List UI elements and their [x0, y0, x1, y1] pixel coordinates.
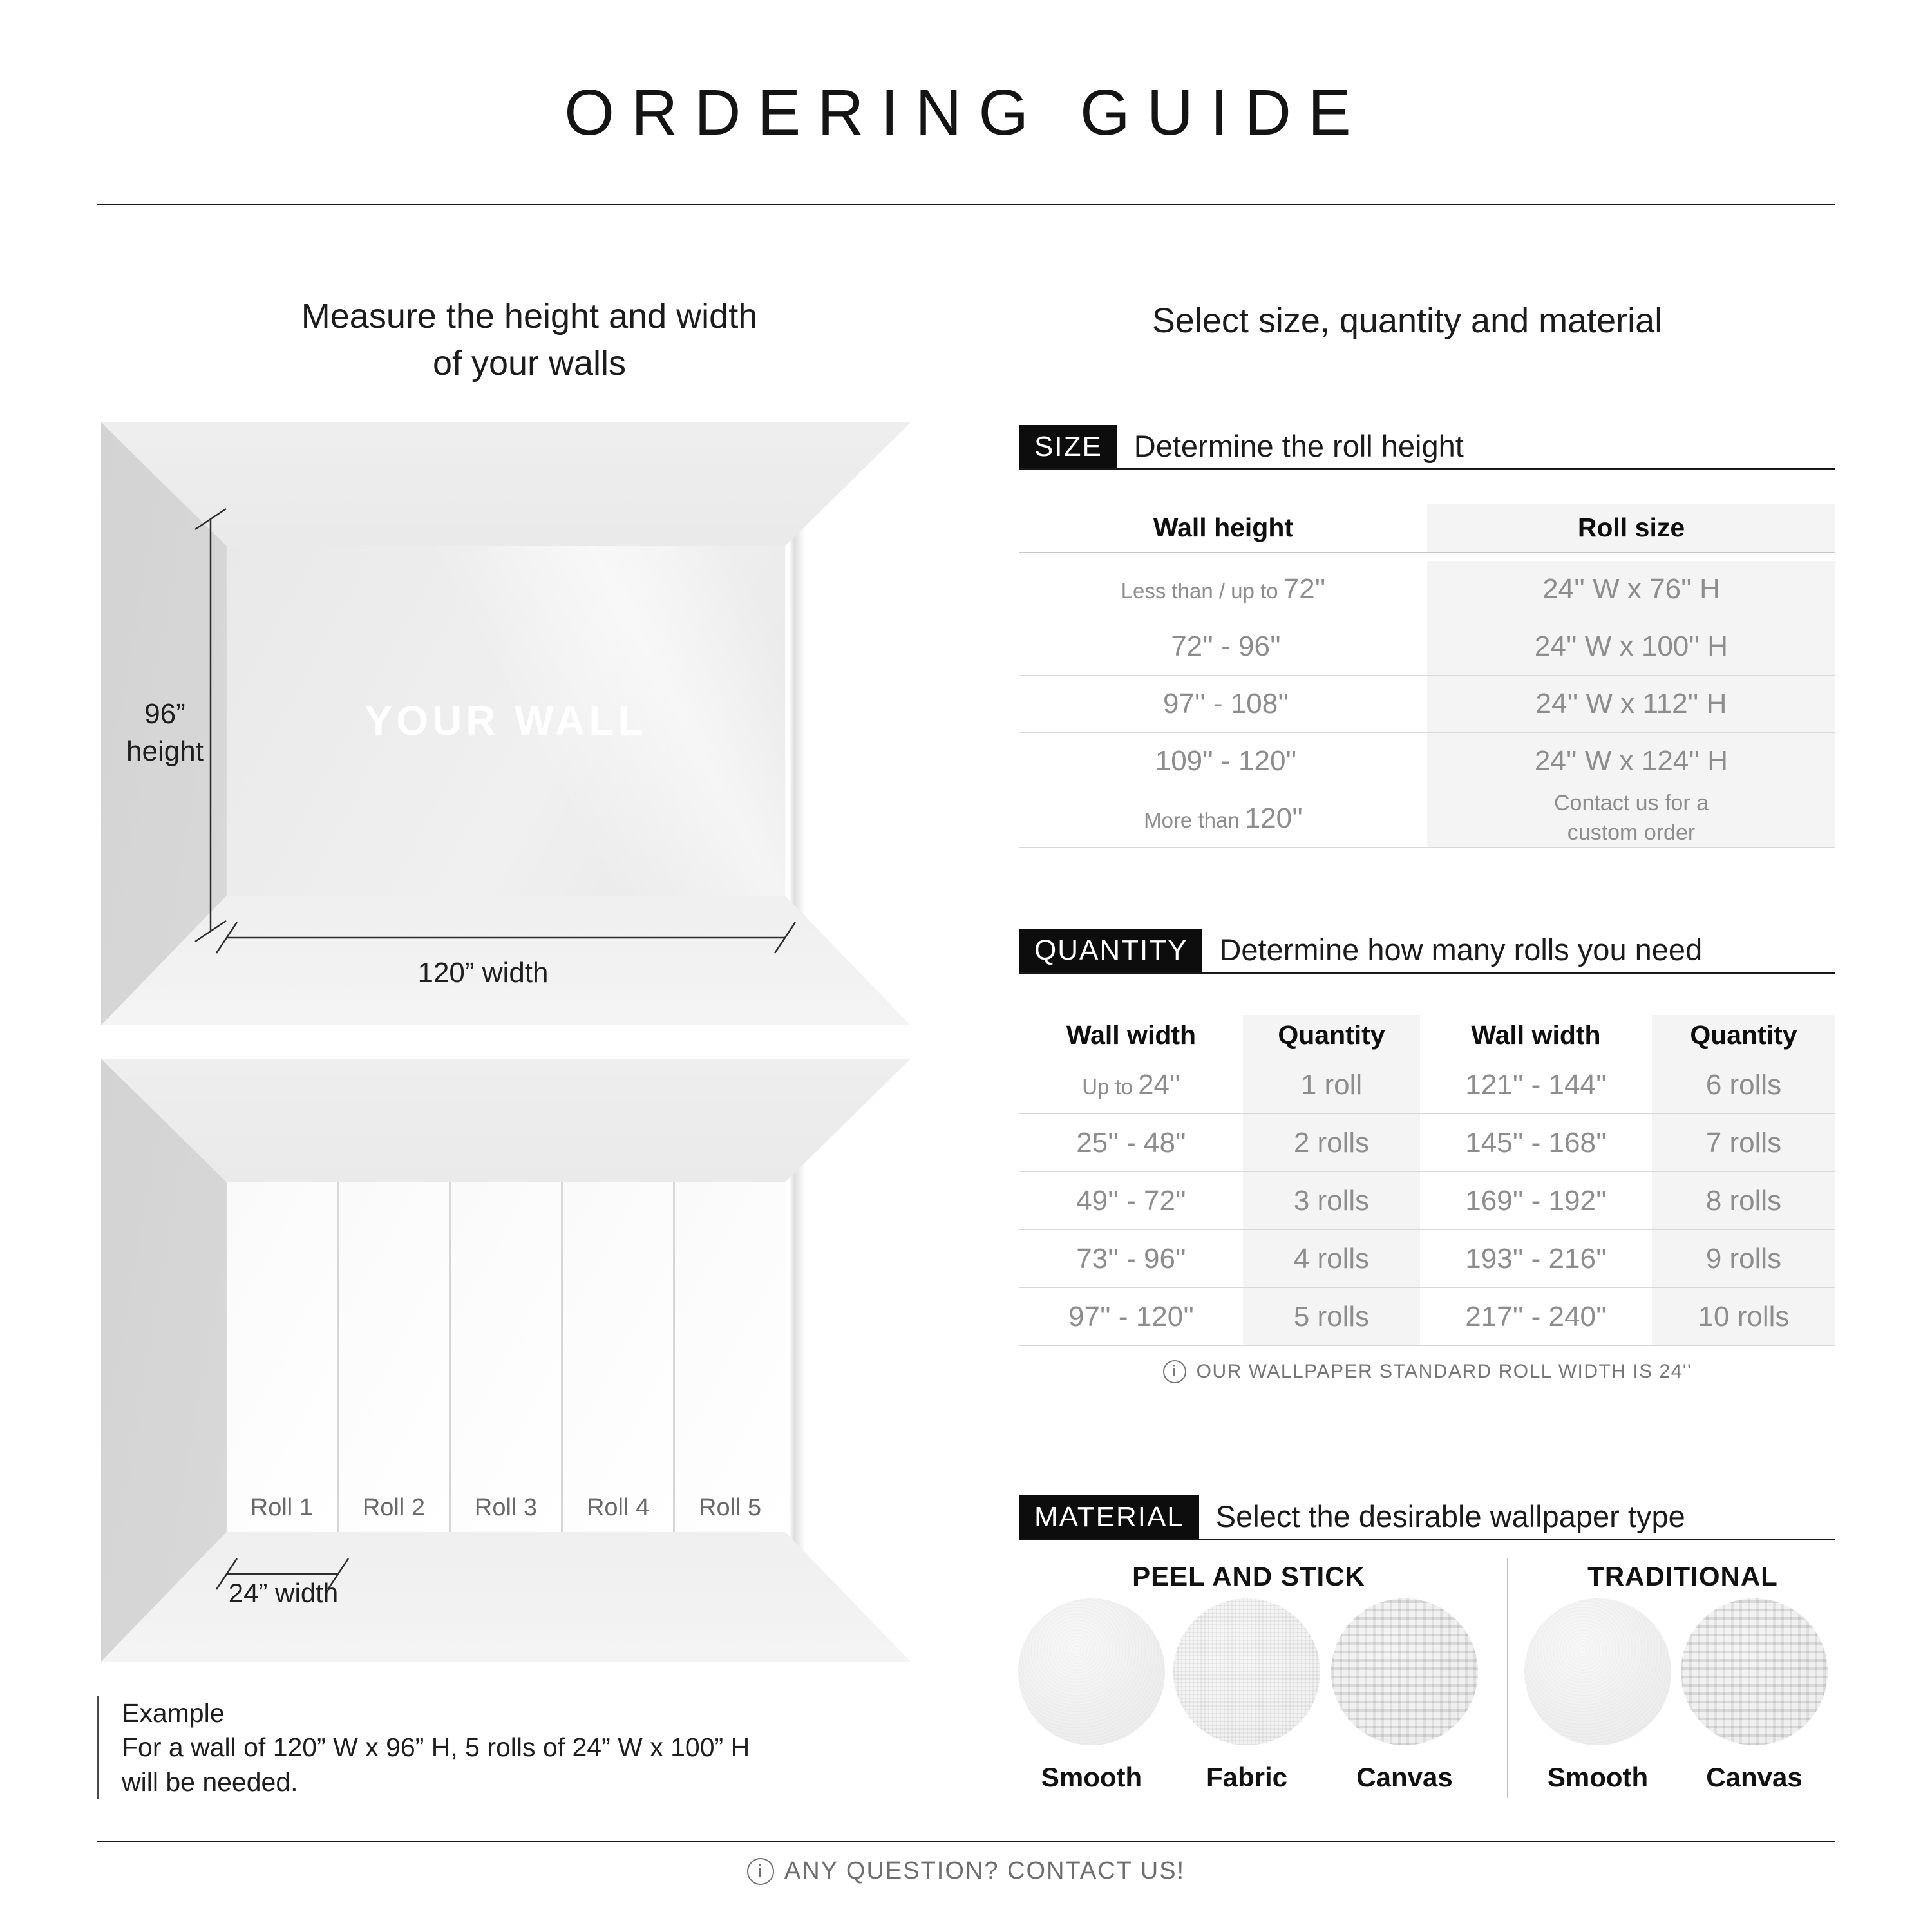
example-title: Example — [122, 1698, 225, 1728]
left-column-heading — [111, 293, 948, 387]
footer-divider — [97, 1841, 1835, 1842]
qty-cell: 145'' - 168'' — [1420, 1114, 1652, 1172]
size-col-header-wall-height: Wall height — [1019, 504, 1427, 553]
info-icon: i — [747, 1858, 774, 1885]
material-group-divider — [1507, 1558, 1508, 1798]
page-title: ORDERING GUIDE — [564, 77, 1368, 149]
swatch-canvas-peel — [1331, 1598, 1478, 1745]
qty-cell: 121'' - 144'' — [1420, 1056, 1652, 1114]
qty-cell: 1 roll — [1243, 1056, 1420, 1114]
title-divider — [97, 204, 1835, 205]
qty-cell: 6 rolls — [1652, 1056, 1835, 1114]
size-section-header — [1019, 420, 1835, 470]
size-row-roll: 24'' W x 124'' H — [1427, 733, 1835, 790]
footer-text: ANY QUESTION? CONTACT US! — [784, 1857, 1186, 1884]
size-row-roll: 24'' W x 76'' H — [1427, 561, 1835, 618]
qty-cell: 10 rolls — [1652, 1288, 1835, 1346]
qty-cell: 25'' - 48'' — [1019, 1114, 1243, 1172]
roll-panel-label: Roll 1 — [250, 1493, 313, 1521]
qty-col-header: Quantity — [1243, 1015, 1420, 1056]
quantity-subtitle: Determine how many rolls you need — [1219, 933, 1703, 967]
width-dimension-label: 120” width — [417, 957, 549, 989]
size-row-roll: 24'' W x 112'' H — [1427, 676, 1835, 733]
swatch-label: Fabric — [1206, 1762, 1288, 1792]
left-heading-line1: Measure the height and width — [301, 297, 758, 336]
size-row-wall: 97'' - 108'' — [1019, 676, 1427, 733]
swatch-smooth-traditional — [1524, 1598, 1671, 1745]
roll-panel-label: Roll 5 — [699, 1493, 762, 1521]
qty-cell: 5 rolls — [1243, 1288, 1420, 1346]
height-value: 96” — [144, 698, 185, 730]
right-column-heading: Select size, quantity and material — [1151, 301, 1663, 340]
roll-width-dimension-label: 24” width — [228, 1578, 339, 1608]
left-heading-line2: of your walls — [432, 343, 627, 383]
qty-cell: 7 rolls — [1652, 1114, 1835, 1172]
size-row-wall: 109'' - 120'' — [1019, 733, 1427, 790]
qty-cell: 217'' - 240'' — [1420, 1288, 1652, 1346]
peel-and-stick-title: PEEL AND STICK — [1132, 1561, 1365, 1591]
swatch-label: Canvas — [1706, 1762, 1803, 1792]
footer — [0, 1857, 1932, 1885]
size-row-wall: 72'' - 96'' — [1019, 618, 1427, 676]
swatch-canvas-traditional — [1681, 1598, 1828, 1745]
height-dimension-label — [105, 696, 225, 770]
size-badge: SIZE — [1019, 425, 1117, 468]
qty-col-header: Wall width — [1019, 1015, 1243, 1056]
qty-cell: 2 rolls — [1243, 1114, 1420, 1172]
qty-cell: 97'' - 120'' — [1019, 1288, 1243, 1346]
swatch-fabric-peel — [1173, 1598, 1320, 1745]
roll-panel-label: Roll 2 — [362, 1493, 425, 1521]
swatch-label: Canvas — [1356, 1762, 1453, 1792]
roll-width-note — [1019, 1360, 1835, 1383]
roll-width-note-text: OUR WALLPAPER STANDARD ROLL WIDTH IS 24'' — [1196, 1361, 1692, 1382]
size-row-roll: Contact us for a custom order — [1427, 790, 1835, 848]
example-line3: will be needed. — [122, 1766, 298, 1797]
size-row-wall: Less than / up to 72'' — [1019, 561, 1427, 618]
info-icon: i — [1163, 1360, 1186, 1383]
qty-cell: 169'' - 192'' — [1420, 1172, 1652, 1230]
room-illustration-rolls — [101, 1059, 911, 1662]
qty-cell: 9 rolls — [1652, 1230, 1835, 1288]
qty-cell: 49'' - 72'' — [1019, 1172, 1243, 1230]
height-word: height — [126, 735, 204, 768]
qty-cell: 3 rolls — [1243, 1172, 1420, 1230]
material-badge: MATERIAL — [1019, 1495, 1199, 1539]
swatch-smooth-peel — [1018, 1598, 1165, 1745]
qty-cell: 73'' - 96'' — [1019, 1230, 1243, 1288]
swatch-label: Smooth — [1547, 1762, 1649, 1792]
material-subtitle: Select the desirable wallpaper type — [1215, 1499, 1685, 1533]
roll-panel-label: Roll 3 — [474, 1493, 538, 1521]
qty-cell: 8 rolls — [1652, 1172, 1835, 1230]
example-line2: For a wall of 120” W x 96” H, 5 rolls of 24” W x 100” H — [122, 1732, 750, 1763]
size-row-wall: More than 120'' — [1019, 790, 1427, 848]
swatch-label: Smooth — [1041, 1762, 1142, 1792]
material-section-header — [1019, 1490, 1835, 1540]
quantity-badge: QUANTITY — [1019, 929, 1202, 972]
size-row-roll: 24'' W x 100'' H — [1427, 618, 1835, 676]
qty-cell: Up to 24'' — [1019, 1056, 1243, 1114]
your-wall-label: YOUR WALL — [365, 697, 647, 744]
size-subtitle: Determine the roll height — [1133, 429, 1464, 463]
quantity-table — [1019, 1015, 1835, 1346]
example-block — [97, 1696, 908, 1799]
size-table — [1019, 504, 1835, 848]
qty-col-header: Quantity — [1652, 1015, 1835, 1056]
traditional-title: TRADITIONAL — [1587, 1561, 1778, 1591]
qty-col-header: Wall width — [1420, 1015, 1652, 1056]
size-col-header-roll-size: Roll size — [1427, 504, 1835, 553]
quantity-section-header — [1019, 923, 1835, 974]
qty-cell: 193'' - 216'' — [1420, 1230, 1652, 1288]
roll-panel-label: Roll 4 — [586, 1493, 650, 1521]
qty-cell: 4 rolls — [1243, 1230, 1420, 1288]
room2-dimension-lines — [101, 1059, 911, 1662]
